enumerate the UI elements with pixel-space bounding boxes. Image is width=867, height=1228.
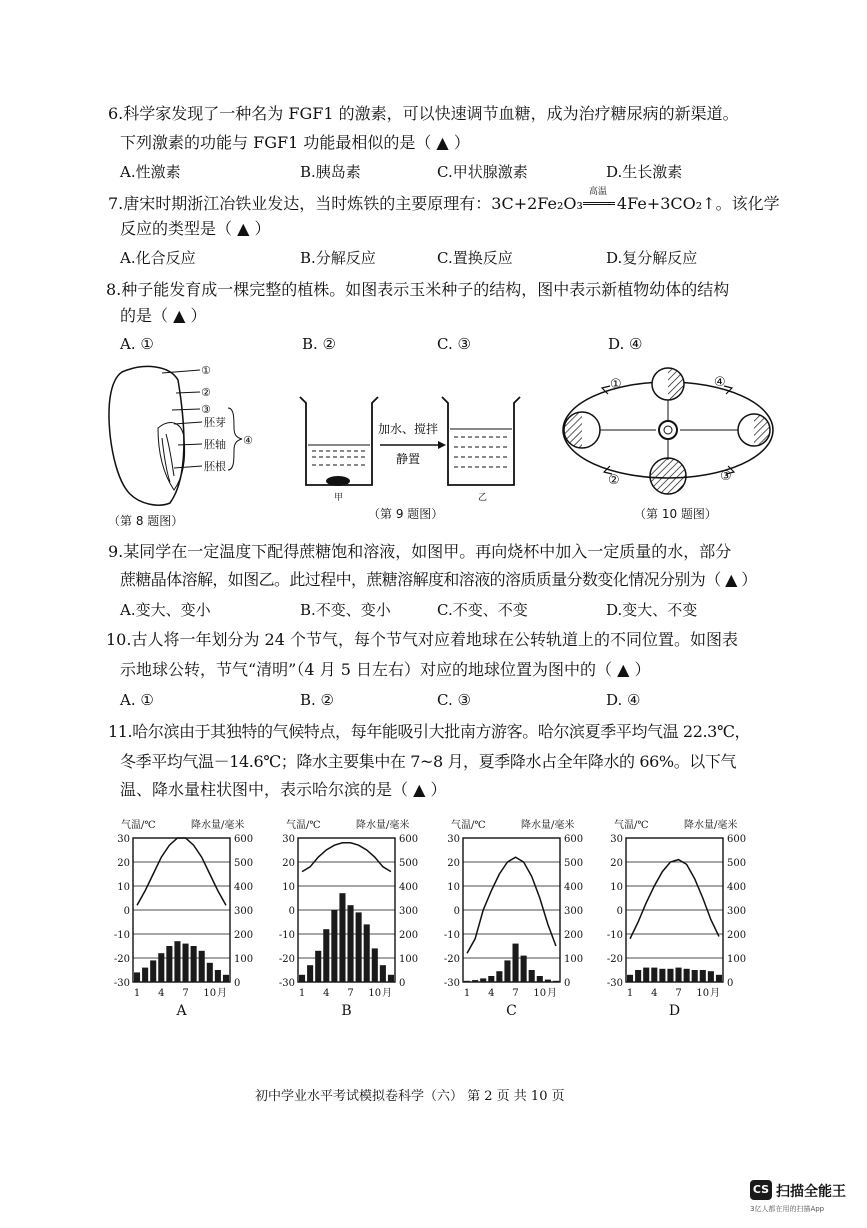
precipitation-tick-label: 0	[234, 978, 241, 989]
q6-option-a: A.性激素	[120, 163, 181, 181]
temperature-tick-label: -30	[443, 978, 460, 989]
q10-option-a: A. ①	[120, 691, 154, 709]
precipitation-bar	[545, 980, 551, 982]
precipitation-axis-label: 降水量/毫米	[356, 820, 410, 831]
q10-option-c: C. ③	[437, 691, 471, 709]
temperature-tick-label: -30	[113, 978, 130, 989]
temperature-tick-label: 10	[282, 882, 295, 893]
precipitation-axis-label: 降水量/毫米	[521, 820, 575, 831]
fig10-label-2: ②	[608, 473, 620, 488]
fig8-label-4: ④	[243, 434, 253, 447]
precipitation-tick-label: 300	[234, 906, 254, 917]
temperature-tick-label: 30	[610, 834, 623, 845]
temperature-tick-label: -20	[606, 954, 623, 965]
precipitation-bar	[659, 969, 665, 982]
q10-line2: 示地球公转，节气“清明”（4 月 5 日左右）对应的地球位置为图中的（ ▲ ）	[120, 660, 651, 679]
temperature-tick-label: -10	[278, 930, 295, 941]
fig10-label-3: ③	[720, 469, 732, 484]
temperature-tick-label: -30	[278, 978, 295, 989]
precipitation-tick-label: 600	[234, 834, 254, 845]
temperature-tick-label: 10	[117, 882, 130, 893]
q9-option-b: B.不变、变小	[300, 601, 391, 619]
precipitation-bar	[372, 948, 378, 982]
q7-option-c: C.置换反应	[437, 249, 513, 267]
precipitation-bar	[521, 956, 527, 982]
temperature-tick-label: 20	[447, 858, 460, 869]
precipitation-bar	[627, 975, 633, 982]
q7-condition: 高温	[583, 194, 617, 214]
q9-option-d: D.变大、不变	[606, 601, 698, 619]
precipitation-bar	[191, 946, 197, 982]
precipitation-bar	[142, 968, 148, 982]
precipitation-tick-label: 0	[564, 978, 571, 989]
q8-line2: 的是（ ▲ ）	[120, 306, 207, 325]
q7-line1	[108, 187, 780, 214]
temperature-axis-label: 气温/℃	[451, 820, 486, 831]
month-tick-label: 月	[547, 988, 557, 999]
temperature-tick-label: -20	[443, 954, 460, 965]
scanner-app-slogan: 3亿人都在用的扫描App	[750, 1205, 825, 1213]
precipitation-bar	[488, 976, 494, 982]
q6-option-c: C.甲状腺激素	[437, 163, 528, 181]
chart-title: B	[341, 1003, 352, 1019]
month-tick-label: 月	[710, 988, 720, 999]
month-tick-label: 4	[158, 988, 165, 999]
q8-option-a: A. ①	[120, 335, 154, 353]
temperature-tick-label: -10	[443, 930, 460, 941]
q10-option-b: B. ②	[300, 691, 335, 709]
precipitation-bar	[150, 960, 156, 982]
climate-charts	[105, 812, 765, 1027]
climate-chart-A	[114, 818, 253, 1019]
scanner-logo-icon: CS	[750, 1180, 772, 1200]
fig8-label-radicle: 胚根	[204, 460, 226, 473]
temperature-tick-label: 20	[610, 858, 623, 869]
precipitation-bar	[364, 924, 370, 982]
q11-line1: 11.哈尔滨由于其独特的气候特点，每年能吸引大批南方游客。哈尔滨夏季平均气温 22.3℃，	[108, 722, 751, 741]
precipitation-bar	[388, 975, 394, 982]
precipitation-bar	[199, 951, 205, 982]
figure-10-earth-orbit	[548, 358, 798, 508]
precipitation-bar	[215, 970, 221, 982]
temperature-tick-label: 0	[616, 906, 623, 917]
precipitation-bar	[183, 944, 189, 982]
precipitation-bar	[339, 893, 345, 982]
q10-option-d: D. ④	[606, 691, 641, 709]
fig8-caption: （第 8 题图）	[108, 514, 184, 528]
fig8-label-hypocotyl: 胚轴	[204, 438, 226, 451]
q7-line2: 反应的类型是（ ▲ ）	[120, 219, 271, 238]
precipitation-bar	[513, 944, 519, 982]
precipitation-bar	[307, 965, 313, 982]
precipitation-bar	[331, 910, 337, 982]
precipitation-tick-label: 500	[564, 858, 584, 869]
q6-option-b: B.胰岛素	[300, 163, 361, 181]
q6-line2: 下列激素的功能与 FGF1 功能最相似的是（ ▲ ）	[120, 133, 470, 152]
precipitation-tick-label: 300	[399, 906, 419, 917]
month-tick-label: 4	[488, 988, 495, 999]
month-tick-label: 1	[626, 988, 634, 999]
beaker-right	[442, 397, 520, 485]
precipitation-bar	[496, 971, 502, 982]
precipitation-bar	[643, 968, 649, 982]
temperature-curve	[467, 857, 556, 953]
scanner-app-name: 扫描全能王	[776, 1184, 846, 1200]
precipitation-tick-label: 100	[234, 954, 254, 965]
q7-option-d: D.复分解反应	[606, 249, 698, 267]
precipitation-tick-label: 600	[727, 834, 747, 845]
month-tick-label: 月	[217, 988, 227, 999]
q7-equation-right: 4Fe+3CO₂↑。该化学	[616, 194, 780, 213]
precipitation-bar	[692, 970, 698, 982]
fig10-label-4: ④	[714, 375, 726, 390]
precipitation-bar	[207, 963, 213, 982]
precipitation-bar	[651, 968, 657, 982]
precipitation-bar	[553, 981, 559, 982]
temperature-tick-label: 20	[282, 858, 295, 869]
precipitation-tick-label: 200	[399, 930, 419, 941]
fig9-label-right: 乙	[478, 493, 488, 503]
precipitation-tick-label: 300	[564, 906, 584, 917]
q7-option-b: B.分解反应	[300, 249, 376, 267]
precipitation-bar	[356, 912, 362, 982]
precipitation-tick-label: 100	[564, 954, 584, 965]
climate-chart-D	[607, 818, 746, 1019]
page-footer: 初中学业水平考试模拟卷科学（六） 第 2 页 共 10 页	[255, 1089, 565, 1104]
temperature-tick-label: 10	[447, 882, 460, 893]
month-tick-label: 1	[463, 988, 471, 999]
precipitation-tick-label: 100	[399, 954, 419, 965]
precipitation-bar	[380, 965, 386, 982]
precipitation-tick-label: 0	[399, 978, 406, 989]
month-tick-label: 月	[382, 988, 392, 999]
precipitation-tick-label: 500	[234, 858, 254, 869]
temperature-tick-label: -10	[113, 930, 130, 941]
q11-line3: 温、降水量柱状图中，表示哈尔滨的是（ ▲ ）	[120, 780, 447, 799]
month-tick-label: 10	[533, 988, 547, 999]
precipitation-bar	[529, 970, 535, 982]
precipitation-bar	[166, 946, 172, 982]
temperature-axis-label: 气温/℃	[286, 820, 321, 831]
precipitation-tick-label: 100	[727, 954, 747, 965]
chart-title: D	[668, 1003, 681, 1019]
month-tick-label: 7	[347, 988, 354, 999]
figure-8-corn-seed	[100, 358, 275, 528]
month-tick-label: 7	[675, 988, 682, 999]
month-tick-label: 10	[696, 988, 710, 999]
temperature-tick-label: 20	[117, 858, 130, 869]
precipitation-bar	[158, 953, 164, 982]
precipitation-tick-label: 600	[564, 834, 584, 845]
q6-line1: 6.科学家发现了一种名为 FGF1 的激素，可以快速调节血糖，成为治疗糖尿病的新渠道。	[108, 104, 739, 123]
precipitation-bar	[472, 980, 478, 982]
month-tick-label: 4	[651, 988, 658, 999]
q11-line2: 冬季平均气温－14.6℃；降水主要集中在 7~8 月，夏季降水占全年降水的 66%。以下气	[120, 752, 737, 771]
precipitation-tick-label: 600	[399, 834, 419, 845]
temperature-tick-label: 0	[288, 906, 295, 917]
climate-chart-C	[444, 818, 583, 1019]
earth-left	[564, 412, 600, 448]
earth-right	[738, 414, 770, 446]
precipitation-bar	[676, 968, 682, 982]
fig9-arrow-top: 加水、搅拌	[378, 422, 439, 436]
precipitation-bar	[299, 975, 305, 982]
precipitation-bar	[635, 970, 641, 982]
temperature-tick-label: -30	[606, 978, 623, 989]
precipitation-tick-label: 200	[234, 930, 254, 941]
earth-top	[652, 368, 684, 400]
q8-option-d: D. ④	[608, 335, 643, 353]
precipitation-bar	[684, 969, 690, 982]
precipitation-tick-label: 500	[727, 858, 747, 869]
precipitation-bar	[174, 941, 180, 982]
q8-option-b: B. ②	[302, 335, 337, 353]
precipitation-bar	[667, 969, 673, 982]
month-tick-label: 7	[512, 988, 519, 999]
precipitation-bar	[537, 976, 543, 982]
precipitation-tick-label: 0	[727, 978, 734, 989]
q10-line1: 10.古人将一年划分为 24 个节气，每个节气对应着地球在公转轨道上的不同位置。如图表	[106, 630, 738, 649]
temperature-tick-label: 30	[447, 834, 460, 845]
fig10-caption: （第 10 题图）	[634, 507, 717, 521]
month-tick-label: 10	[368, 988, 382, 999]
q9-line2: 蔗糖晶体溶解，如图乙。此过程中，蔗糖溶解度和溶液的溶质质量分数变化情况分别为（ ▲ ）	[120, 570, 757, 589]
fig8-label-1: ①	[201, 364, 211, 377]
precipitation-bar	[223, 975, 229, 982]
fig9-label-left: 甲	[334, 493, 344, 503]
scanner-watermark	[750, 1180, 860, 1220]
temperature-tick-label: -20	[113, 954, 130, 965]
chart-title: C	[506, 1003, 517, 1019]
temperature-tick-label: -20	[278, 954, 295, 965]
precipitation-bar	[323, 929, 329, 982]
temperature-tick-label: 10	[610, 882, 623, 893]
q8-line1: 8.种子能发育成一棵完整的植株。如图表示玉米种子的结构，图中表示新植物幼体的结构	[106, 280, 730, 299]
precipitation-axis-label: 降水量/毫米	[684, 820, 738, 831]
precipitation-bar	[716, 975, 722, 982]
temperature-curve	[630, 860, 719, 939]
earth-bottom	[650, 458, 686, 494]
precipitation-axis-label: 降水量/毫米	[191, 820, 245, 831]
temperature-tick-label: -10	[606, 930, 623, 941]
q7-option-a: A.化合反应	[120, 249, 196, 267]
beaker-left	[300, 397, 378, 486]
climate-chart-B	[279, 818, 418, 1019]
fig9-caption: （第 9 题图）	[368, 507, 444, 521]
fig10-label-1: ①	[610, 377, 622, 392]
q7-equation-left: 7.唐宋时期浙江冶铁业发达，当时炼铁的主要原理有：3C+2Fe₂O₃	[108, 194, 583, 213]
fig8-label-plumule: 胚芽	[204, 416, 226, 429]
q8-option-c: C. ③	[437, 335, 471, 353]
fig8-label-3: ③	[201, 403, 211, 416]
temperature-axis-label: 气温/℃	[614, 820, 649, 831]
precipitation-tick-label: 400	[564, 882, 584, 893]
temperature-tick-label: 30	[282, 834, 295, 845]
temperature-axis-label: 气温/℃	[121, 820, 156, 831]
precipitation-bar	[464, 981, 470, 982]
precipitation-tick-label: 400	[234, 882, 254, 893]
precipitation-tick-label: 500	[399, 858, 419, 869]
precipitation-bar	[504, 960, 510, 982]
figure-9-beakers	[290, 385, 530, 505]
temperature-curve	[302, 843, 391, 872]
chart-title: A	[176, 1003, 187, 1019]
precipitation-tick-label: 400	[399, 882, 419, 893]
q9-option-c: C.不变、不变	[437, 601, 528, 619]
temperature-tick-label: 30	[117, 834, 130, 845]
q9-line1: 9.某同学在一定温度下配得蔗糖饱和溶液，如图甲。再向烧杯中加入一定质量的水，部分	[108, 542, 732, 561]
temperature-curve	[137, 838, 226, 905]
precipitation-tick-label: 400	[727, 882, 747, 893]
precipitation-bar	[315, 951, 321, 982]
precipitation-tick-label: 200	[564, 930, 584, 941]
precipitation-tick-label: 300	[727, 906, 747, 917]
month-tick-label: 10	[203, 988, 217, 999]
q6-option-d: D.生长激素	[606, 163, 683, 181]
month-tick-label: 1	[298, 988, 306, 999]
month-tick-label: 4	[323, 988, 330, 999]
temperature-tick-label: 0	[123, 906, 130, 917]
precipitation-bar	[708, 971, 714, 982]
month-tick-label: 7	[182, 988, 189, 999]
precipitation-bar	[480, 978, 486, 982]
precipitation-tick-label: 200	[727, 930, 747, 941]
fig9-arrow-bottom: 静置	[396, 452, 421, 466]
precipitation-bar	[700, 970, 706, 982]
month-tick-label: 1	[133, 988, 141, 999]
fig8-label-2: ②	[201, 386, 211, 399]
q9-option-a: A.变大、变小	[120, 601, 211, 619]
temperature-tick-label: 0	[453, 906, 460, 917]
precipitation-bar	[348, 905, 354, 982]
precipitation-bar	[134, 972, 140, 982]
